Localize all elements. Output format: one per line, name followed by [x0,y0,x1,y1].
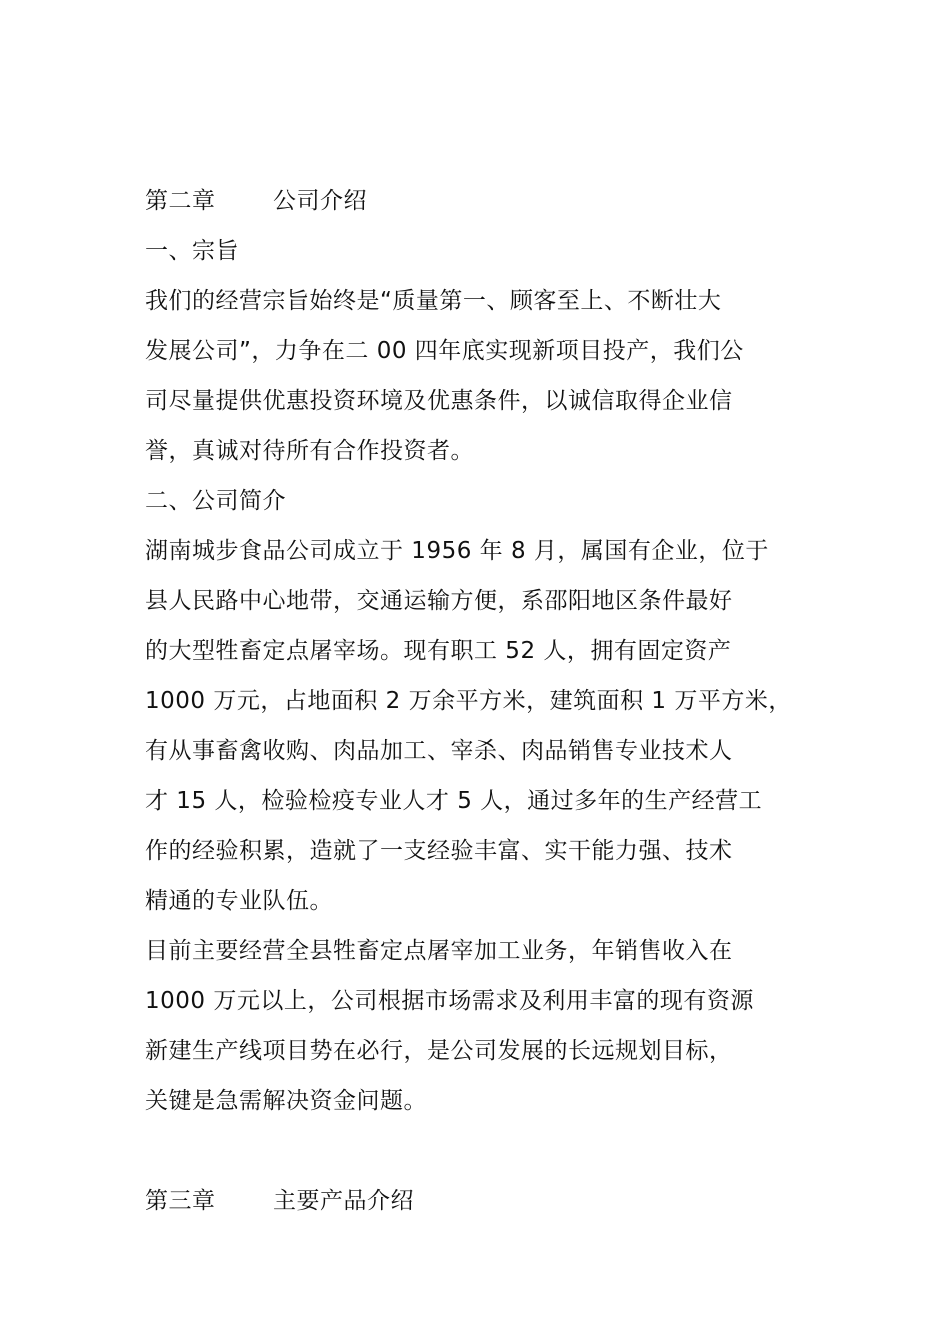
paragraph-line: 目前主要经营全县牲畜定点屠宰加工业务，年销售收入在 [145,938,733,964]
chapter-2-number: 第二章 [145,188,216,214]
paragraph-line: 新建生产线项目势在必行，是公司发展的长远规划目标， [145,1038,733,1064]
paragraph-line: 发展公司”，力争在二 00 四年底实现新项目投产，我们公 [145,338,744,364]
paragraph-line: 作的经验积累，造就了一支经验丰富、实干能力强、技术 [145,838,733,864]
paragraph-line: 才 15 人，检验检疫专业人才 5 人，通过多年的生产经营工 [145,788,763,814]
paragraph-line: 的大型牲畜定点屠宰场。现有职工 52 人，拥有固定资产 [145,638,732,664]
paragraph-line: 誉，真诚对待所有合作投资者。 [145,438,474,464]
document-body [145,176,815,1226]
section-1-heading: 一、宗旨 [145,238,239,264]
paragraph-line: 1000 万元以上，公司根据市场需求及利用丰富的现有资源 [145,988,754,1014]
chapter-2-heading [145,176,815,226]
chapter-2-title: 公司介绍 [273,188,367,214]
paragraph-line: 我们的经营宗旨始终是“质量第一、顾客至上、不断壮大 [145,288,722,314]
paragraph-line: 县人民路中心地带，交通运输方便，系邵阳地区条件最好 [145,588,733,614]
paragraph-line: 关键是急需解决资金问题。 [145,1088,427,1114]
chapter-3-title: 主要产品介绍 [273,1188,414,1214]
paragraph-line: 湖南城步食品公司成立于 1956 年 8 月，属国有企业，位于 [145,538,769,564]
paragraph-line: 司尽量提供优惠投资环境及优惠条件，以诚信取得企业信 [145,388,733,414]
chapter-3-number: 第三章 [145,1188,216,1214]
paragraph-line: 有从事畜禽收购、肉品加工、宰杀、肉品销售专业技术人 [145,738,733,764]
section-2-heading: 二、公司简介 [145,488,286,514]
blank-line [145,1126,815,1176]
paragraph-line: 精通的专业队伍。 [145,888,333,914]
chapter-3-heading [145,1176,815,1226]
paragraph-line: 1000 万元，占地面积 2 万余平方米，建筑面积 1 万平方米， [145,688,792,714]
